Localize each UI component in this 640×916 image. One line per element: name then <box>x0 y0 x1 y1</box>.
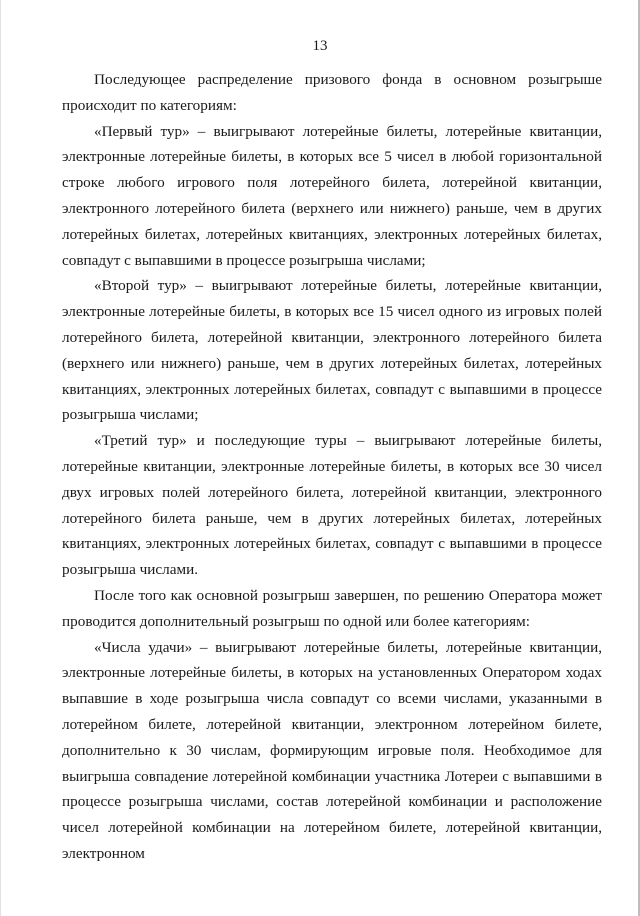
paragraph-additional-draw: После того как основной розыгрыш завершен, по решению Оператора может проводится дополнительный розыгрыш по одной или более категориям: <box>62 586 602 630</box>
scan-edge-left <box>0 0 1 916</box>
paragraph-distribution-intro: Последующее распределение призового фонда в основном розыгрыше происходит по категориям: <box>62 71 602 114</box>
page-number: 13 <box>312 38 328 54</box>
paragraph-third-round: «Третий тур» и последующие туры – выигрывают лотерейные билеты, лотерейные квитанции, электронные лотерейные билеты, в которых все 30 чисел двух игровых полей лотерейного билета, лотерейной квитанции, электронного лотерейного билета раньше, чем в других лотерейных билетах, лотерейных квитанциях, электронных лотерейных билетах, совпадут с выпавшими в процессе розыгрыша числами. <box>62 432 602 579</box>
paragraph-first-round: «Первый тур» – выигрывают лотерейные билеты, лотерейные квитанции, электронные лотерейные билеты, в которых все 5 чисел в любой горизонтальной строке любого игрового поля лотерейного билета, лотерейной квитанции, электронного лотерейного билета (верхнего или нижнего) раньше, чем в других лотерейных билетах, лотерейных квитанциях, электронных лотерейных билетах, совпадут с выпавшими в процессе розыгрыша числами; <box>62 122 602 269</box>
document-body <box>62 67 602 867</box>
paragraph-lucky-numbers: «Числа удачи» – выигрывают лотерейные билеты, лотерейные квитанции, электронные лотерейные билеты, в которых на установленных Оператором ходах выпавшие в ходе розыгрыша числа совпадут со всеми числами, указанными в лотерейном билете, лотерейной квитанции, электронном лотерейном билете, дополнительно к 30 числам, формирующим игровые поля. Необходимое для выигрыша совпадение лотерейной комбинации участника Лотереи с выпавшими в процессе розыгрыша числами, состав лотерейной комбинации и расположение чисел лотерейной комбинации на лотерейном билете, лотерейной квитанции, электронном <box>62 638 602 862</box>
paragraph-second-round: «Второй тур» – выигрывают лотерейные билеты, лотерейные квитанции, электронные лотерейные билеты, в которых все 15 чисел одного из игровых полей лотерейного билета, лотерейной квитанции, электронного лотерейного билета (верхнего или нижнего) раньше, чем в других лотерейных билетах, лотерейных квитанциях, электронных лотерейных билетах, совпадут с выпавшими в процессе розыгрыша числами; <box>62 277 602 424</box>
